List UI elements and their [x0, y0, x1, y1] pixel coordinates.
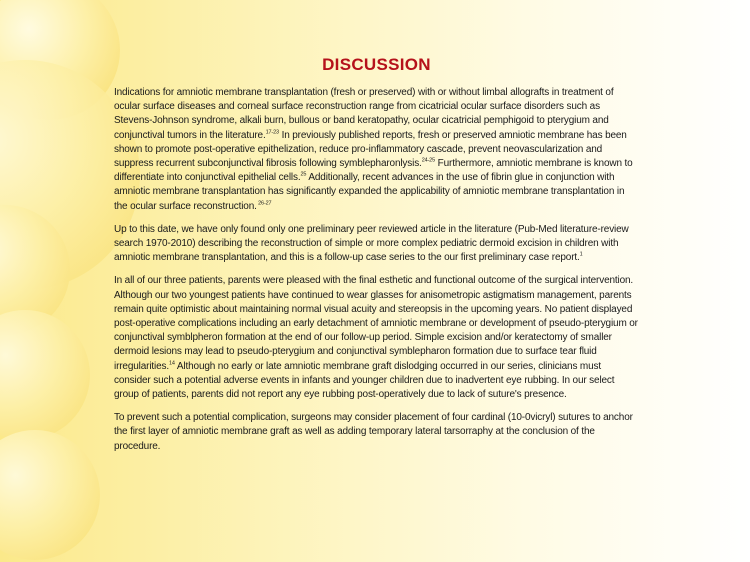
decorative-circle [0, 310, 90, 440]
paragraph-text: Up to this date, we have only found only one preliminary peer reviewed article in the literature (Pub-Med literature-review search 1970-2010) describing the reconstruction of simple or more complex pediatric dermoid excision in children with amniotic membrane transplantation, and this is a follow-up case series to the our first preliminary case report. [114, 223, 629, 264]
paragraph-4 [114, 411, 639, 454]
paragraph-2 [114, 223, 639, 266]
citation-ref: 14 [169, 360, 175, 367]
citation-ref: 24-25 [421, 157, 436, 164]
citation-ref: 26-27 [256, 200, 272, 207]
article-body [114, 55, 639, 463]
citation-ref: 1 [579, 251, 583, 258]
paragraph-1 [114, 86, 639, 214]
decorative-circle [0, 430, 100, 560]
citation-ref: 25 [300, 171, 307, 178]
paragraph-text: To prevent such a potential complication, surgeons may consider placement of four cardinal (10-0vicryl) sutures to anchor the first layer of amniotic membrane graft as well as adding temporary lateral tarsorraphy at the conclusion of the procedure. [114, 412, 633, 452]
section-title: DISCUSSION [322, 55, 431, 74]
citation-ref: 17-23 [265, 129, 279, 136]
paragraph-text: In all of our three patients, parents were pleased with the final esthetic and functional outcome of the surgical intervention. Although our two youngest patients have continued to wear glasses for anisometropic astigmatism management, parents remain quite optimistic about maintaining normal visual acuity and stereopsis in the upcoming years. No patient displayed post-operative complications including an early detachment of amniotic membrane or development of pseudo-pterygium or conjunctival symblpheron formation at the end of our follow-up period. Simple excision and/or keratectomy of smaller dermoid lesions may lead to pseudo-pterygium and conjunctival symblepharon formation due to surface tear fluid irregularities. [114, 275, 638, 372]
paragraph-text: In previously published reports, fresh or preserved amniotic membrane has been shown to promote post-operative epithelization, reduce pro-inflammatory cascade, prevent neovascularization and suppress recurrent subconjunctival fibrosis following symblepharonlysis. [114, 129, 627, 170]
paragraph-text: Indications for amniotic membrane transplantation (fresh or preserved) with or without limbal allografts in treatment of ocular surface diseases and corneal surface reconstruction range from cicatricial ocular surface disorders such as Stevens-Johnson syndrome, alkali burn, bullous or band keratopathy, ocular cicatricial pemphigoid to pterygium and conjunctival tumors in the literature. [114, 87, 614, 141]
paragraph-text: Furthermore, amniotic membrane is known to differentiate into conjunctival epithelial cells. [114, 158, 633, 184]
paragraph-3 [114, 274, 639, 402]
paragraph-text: Although no early or late amniotic membrane graft dislodging occurred in our series, clinicians must consider such a potential adverse events in infants and younger children due to inadvertent eye rubbing. In our select group of patients, parents did not report any eye rubbing post-operatively due to lack of suture's presence. [114, 360, 615, 401]
paragraph-text: Additionally, recent advances in the use of fibrin glue in conjunction with amniotic membrane transplantation has significantly expanded the applicability of amniotic membrane transplantation in the ocular surface reconstruction. [114, 172, 625, 212]
